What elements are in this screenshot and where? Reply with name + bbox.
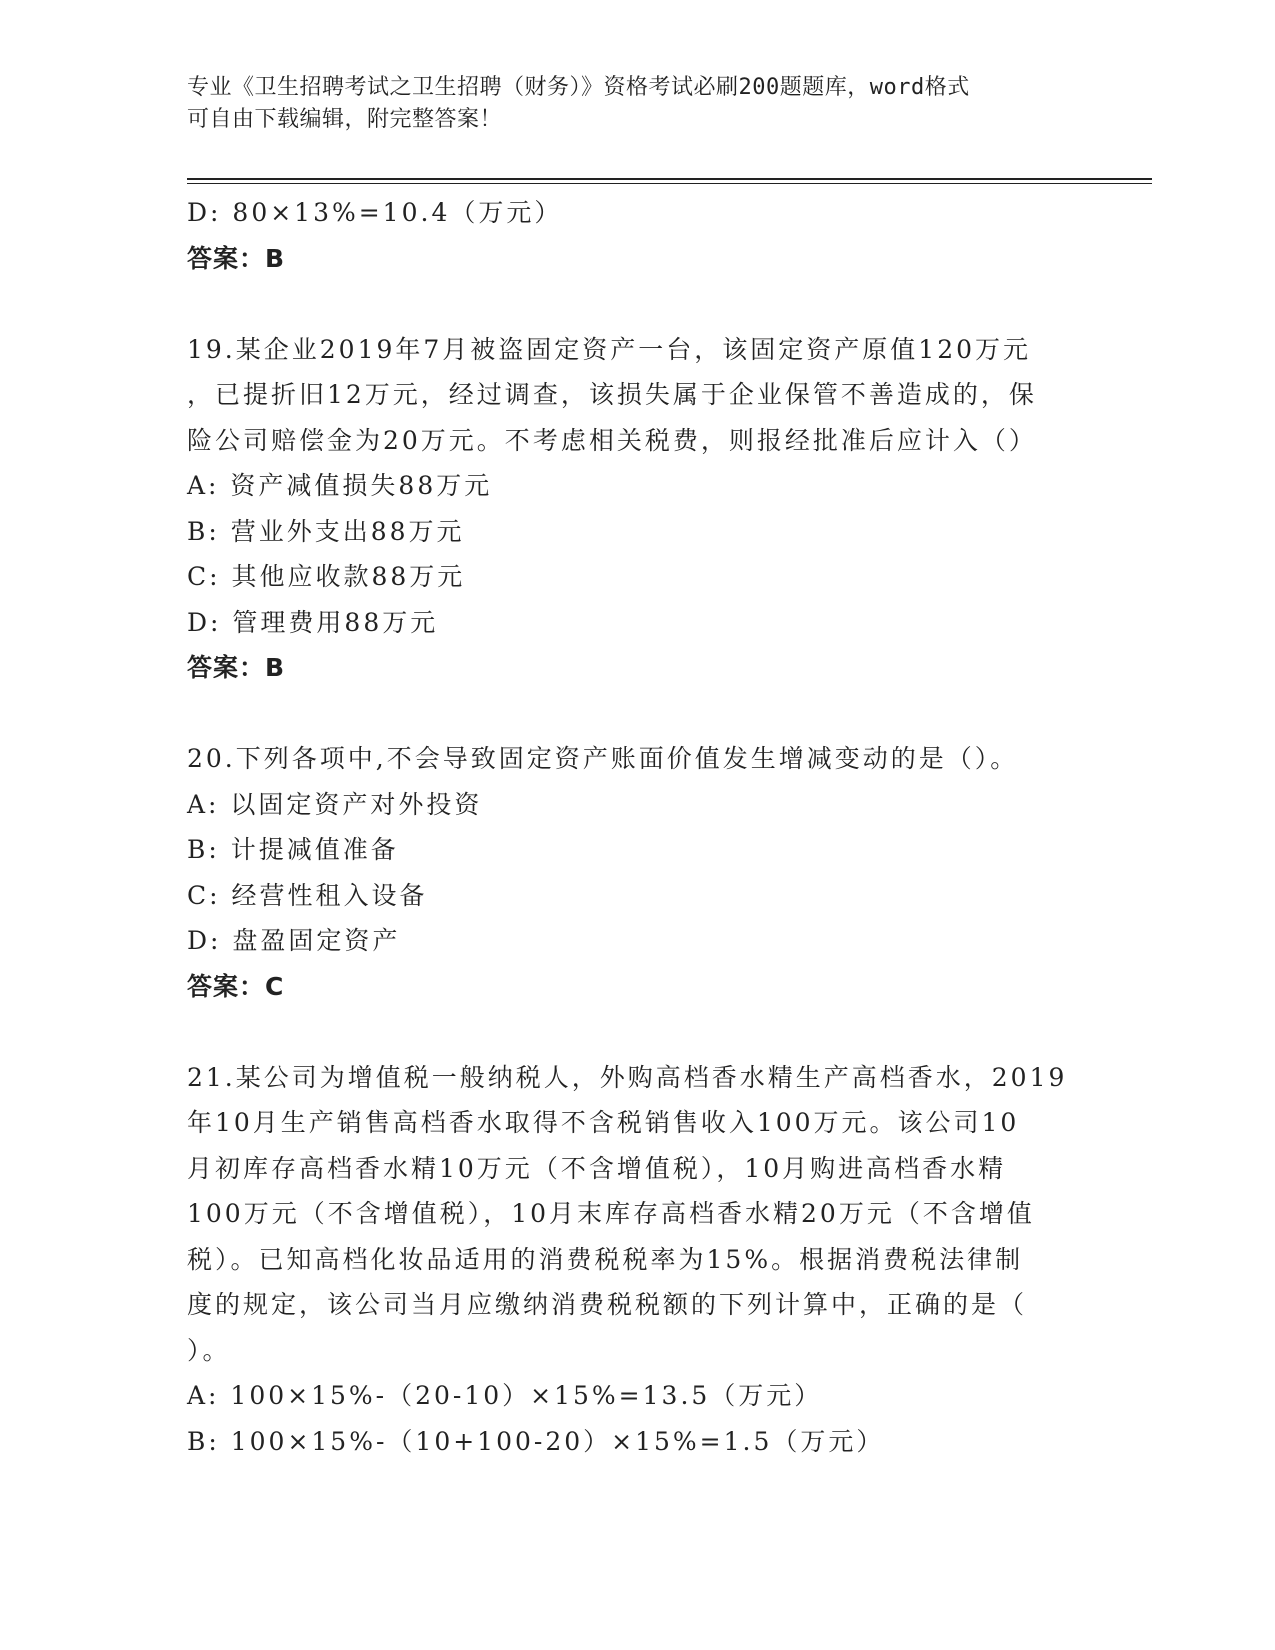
option-b: B: 计提减值准备 [187,835,399,864]
option-b: B: 营业外支出88万元 [187,516,465,546]
question-20 [187,736,1087,1009]
option-a: A: 100×15%-（20-10）×15%=13.5（万元） [187,1381,823,1410]
question-stem-line: 月初库存高档香水精10万元（不含增值税），10月购进高档香水精 [187,1153,1007,1183]
spacer [187,1009,1087,1055]
document-header [187,72,1087,136]
spacer [187,691,1087,737]
question-19 [187,327,1087,691]
question-stem-line: 险公司赔偿金为20万元。不考虑相关税费，则报经批准后应计入（） [187,425,1037,455]
option-c: C: 经营性租入设备 [187,880,428,910]
header-divider-thick [187,178,1152,180]
question-stem-line: 21.某公司为增值税一般纳税人，外购高档香水精生产高档香水，2019 [187,1062,1068,1092]
spacer [187,281,1087,327]
question-stem-line: 税）。已知高档化妆品适用的消费税税率为15%。根据消费税法律制 [187,1244,1024,1274]
option-a: A: 以固定资产对外投资 [187,789,483,819]
header-line-2: 可自由下载编辑，附完整答案！ [187,107,503,132]
question-stem-line: 19.某企业2019年7月被盗固定资产一台，该固定资产原值120万元 [187,334,1032,364]
answer-line: 答案：C [187,971,285,1001]
document-body [187,190,1087,1464]
question-21 [187,1055,1087,1465]
option-b: B: 100×15%-（10+100-20）×15%=1.5（万元） [187,1426,885,1456]
option-d: D: 管理费用88万元 [187,607,439,637]
option-d: D: 盘盈固定资产 [187,926,401,955]
question-stem-line: 20.下列各项中,不会导致固定资产账面价值发生增减变动的是（）。 [187,744,1019,773]
question-stem-line: 度的规定，该公司当月应缴纳消费税税额的下列计算中，正确的是（ [187,1290,1028,1319]
question-stem-line: 100万元（不含增值税），10月末库存高档香水精20万元（不含增值 [187,1199,1035,1228]
question-18-tail [187,190,1087,281]
option-a: A: 资产减值损失88万元 [187,471,493,500]
question-stem-line: ）。 [187,1335,231,1365]
option-d: D: 80×13%=10.4（万元） [187,198,563,227]
answer-line: 答案：B [187,243,286,273]
question-stem-line: ，已提折旧12万元，经过调查，该损失属于企业保管不善造成的，保 [187,380,1037,409]
header-divider-thin [187,183,1152,184]
question-stem-line: 年10月生产销售高档香水取得不含税销售收入100万元。该公司10 [187,1108,1020,1137]
answer-line: 答案：B [187,653,286,682]
option-c: C: 其他应收款88万元 [187,562,466,591]
header-line-1: 专业《卫生招聘考试之卫生招聘（财务）》资格考试必刷200题题库，word格式 [187,75,970,100]
